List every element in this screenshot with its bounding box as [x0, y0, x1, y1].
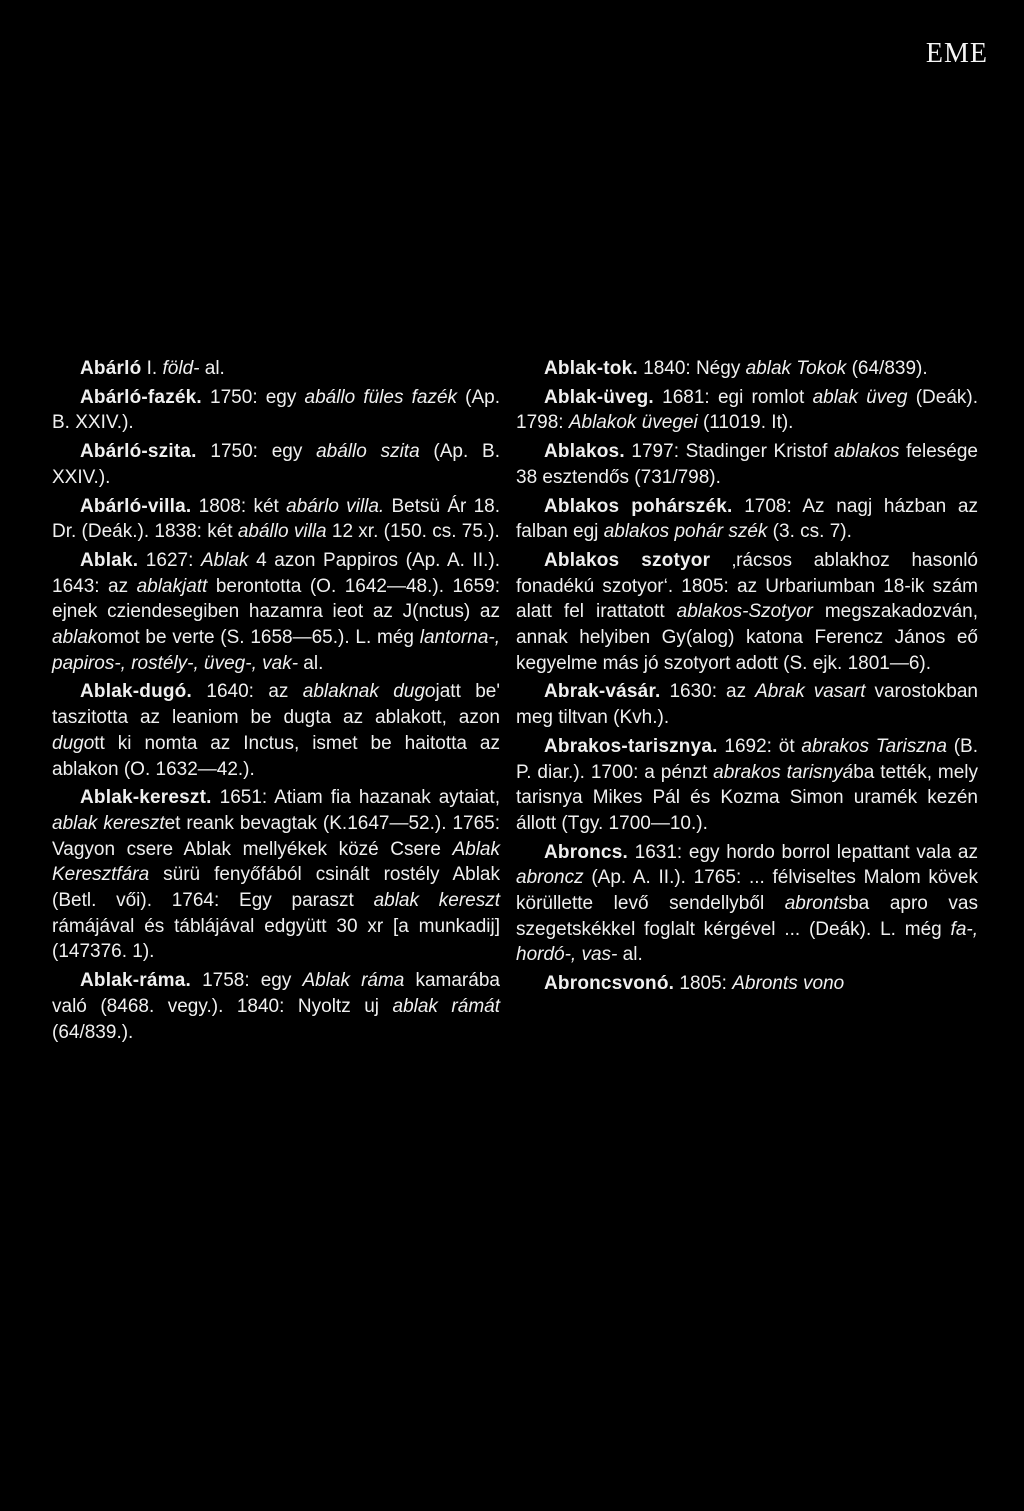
dictionary-entry-abrakos-tarisznya [516, 734, 978, 837]
entry-quote-italic: Abronts vono [732, 973, 845, 995]
entry-quote-italic: ablaknak dugo [302, 681, 436, 703]
entry-text: varostokban meg tiltvan (Kvh.). [516, 681, 978, 729]
dictionary-entry-ablak-dugo [52, 679, 500, 782]
entry-quote-italic: fa-, hordó-, vas- [516, 918, 978, 966]
entry-headword: Ablakos. [544, 441, 625, 463]
entry-text: 1750: egy [196, 441, 317, 463]
entry-text: (B. P. diar.). 1700: a pénzt [516, 735, 979, 783]
entry-quote-italic: ablak kereszt [52, 812, 165, 834]
entry-text: (Ap. A. II.). 1765: ... félviseltes Malom kövek körüllette levő sendellyből [516, 867, 978, 915]
entry-headword: Ablak-dugó. [80, 681, 192, 703]
entry-text: I. [141, 358, 163, 379]
entry-text: (Deák). 1798: [516, 386, 978, 434]
entry-quote-italic: abállo villa [237, 521, 327, 543]
entry-quote-italic: ablakjatt [136, 575, 208, 597]
right-column [516, 356, 978, 1000]
entry-text: berontotta (O. 1642—48.). 1659: ejnek cziendesegiben hazamra ieot az J(nctus) az [52, 575, 501, 623]
entry-headword: Ablakos pohárszék. [544, 495, 733, 517]
entry-quote-italic: abroncz [516, 867, 584, 889]
entry-text: jatt be' taszitotta az leaniom be dugta az ablakott, azon [52, 681, 500, 729]
dictionary-entry-ablakos [516, 439, 978, 490]
dictionary-entry-ablakos-szotyor [516, 548, 978, 677]
entry-quote-italic: ablak rámát [392, 995, 500, 1017]
entry-text: 12 xr. (150. cs. 75.). [326, 521, 500, 543]
entry-text: (3. cs. 7). [767, 521, 852, 543]
entry-text: ba apro vas szegetskékkel foglalt kérgével ... (Deák). L. még [516, 893, 978, 940]
entry-text: 1681: egi romlot [653, 386, 813, 408]
entry-text: 1840: Négy [637, 358, 746, 379]
entry-quote-italic: Ablak [200, 549, 249, 571]
dictionary-entry-abarlo-villa [52, 494, 500, 545]
entry-quote-italic: ablak kereszt [373, 890, 500, 912]
entry-quote-italic: Abrak vasart [755, 681, 866, 703]
entry-quote-italic: lantorna-, papiros-, rostély-, üveg-, vak- [52, 627, 500, 674]
entry-text: ‚rácsos ablakhoz hasonló fonadékú szotyor‘. 1805: az Urbariumban 18-ik szám alatt fel irattatott [516, 549, 978, 623]
dictionary-entry-abroncs [516, 840, 978, 969]
entry-text: 1651: Atiam fia hazanak aytaiat, [211, 787, 500, 809]
entry-headword: Abrakos-tarisznya. [544, 735, 718, 757]
entry-headword: Ablak-üveg. [544, 386, 654, 408]
entry-text: (Ap. B. XXIV.). [52, 386, 500, 434]
entry-text: 1808: két [191, 495, 287, 517]
entry-headword: Abárló-szita. [80, 441, 197, 463]
entry-quote-italic: ablak Tokok [745, 358, 847, 379]
dictionary-entry-abrak-vasar [516, 679, 978, 730]
dictionary-entry-ablak-kereszt [52, 785, 500, 965]
entry-text: 4 azon Pappiros (Ap. A. II.). 1643: az [52, 549, 500, 597]
entry-text: et reank bevagtak (K.1647—52.). 1765: Vagyon csere Ablak mellyékek közé Csere [52, 812, 500, 860]
entry-quote-italic: abrakos tarisnyá [713, 761, 854, 783]
entry-text: al. [298, 652, 324, 674]
left-column [52, 356, 500, 1048]
entry-text: 1627: [138, 549, 201, 571]
dictionary-entry-abroncsvono [516, 971, 978, 997]
entry-text: (11019. It). [697, 412, 794, 434]
entry-text: al. [617, 944, 643, 966]
entry-quote-italic: ablakos [834, 441, 900, 463]
entry-quote-italic: ablakos-Szotyor [676, 601, 813, 623]
entry-headword: Ablak-tok. [544, 358, 638, 379]
entry-text: 1692: öt [717, 735, 802, 757]
dictionary-entry-ablak-rama [52, 968, 500, 1045]
entry-text: megszakadozván, annak helyiben Gy(alog) katona Ferencz János eő kegyelme más jó szotyort adott (S. ejk. 1801—6). [516, 601, 978, 674]
entry-headword: Abroncs. [544, 841, 628, 863]
entry-text: 1758: egy [190, 970, 303, 992]
entry-quote-italic: abrakos Tarisznа [801, 735, 947, 757]
entry-text: 1708: Az nagj házban az falban egj [516, 495, 978, 543]
entry-quote-italic: Ablakok üvegei [568, 412, 698, 434]
eme-logo: EME [925, 38, 988, 69]
entry-text: 1797: Stadinger Kristof [624, 441, 835, 463]
entry-text: felesége 38 esztendős (731/798). [516, 441, 978, 488]
entry-text: al. [199, 358, 225, 379]
entry-text: sürü fenyőfából csinált rostély Ablak (Betl. vői). 1764: Egy paraszt [52, 864, 500, 912]
entry-quote-italic: ablak [52, 627, 98, 649]
entry-headword: Abroncsvonó. [544, 973, 675, 995]
entry-quote-italic: ablakos pohár szék [603, 521, 768, 543]
dictionary-entry-ablak-tok [516, 356, 978, 382]
entry-text: 1631: egy hordo borrol lepattant vala az [627, 841, 978, 863]
entry-headword: Ablak-kereszt. [80, 787, 212, 809]
entry-text: 1640: az [191, 681, 303, 703]
entry-headword: Abárló-fazék. [80, 386, 202, 408]
dictionary-entry-ablak-uveg [516, 385, 978, 436]
entry-quote-italic: abárlo villa. [286, 495, 385, 517]
entry-text: Betsü Ár 18. Dr. (Deák.). 1838: két [52, 495, 501, 543]
entry-quote-italic: ablak üveg [812, 386, 908, 408]
dictionary-entry-abarlo-fazek [52, 385, 500, 436]
entry-text: omot be verte (S. 1658—65.). L. még [97, 627, 420, 649]
entry-text: kamarába való (8468. vegy.). 1840: Nyoltz uj [52, 970, 500, 1017]
entry-text: tt ki nomta az Inctus, ismet be haitotta az ablakon (O. 1632—42.). [52, 732, 500, 780]
entry-quote-italic: Ablak ráma [302, 970, 405, 992]
entry-text: ba tették, mely tarisnya Mikes Pál és Kozma Simon uramék kezén állott (Tgy. 1700—10.). [516, 761, 978, 834]
entry-headword: Ablak-ráma. [80, 970, 191, 992]
entry-headword: Ablakos szotyor [544, 549, 711, 571]
entry-text: rámájával és táblájával edgyütt 30 xr [a munkadij] (147376. 1). [52, 915, 500, 963]
entry-text: (64/839.). [52, 1021, 134, 1043]
dictionary-entry-ablakos-poharszek [516, 494, 978, 545]
entry-headword: Abárló-villa. [80, 495, 192, 517]
entry-quote-italic: abronts [784, 893, 849, 915]
entry-headword: Abárló [80, 358, 142, 379]
entry-quote-italic: dugo [52, 732, 95, 754]
dictionary-entry-abarlo [52, 356, 500, 382]
entry-text: 1805: [674, 973, 733, 995]
dictionary-entry-abarlo-szita [52, 439, 500, 490]
entry-headword: Abrak-vásár. [544, 681, 661, 703]
entry-quote-italic: Ablak Keresztfára [52, 838, 500, 886]
entry-text: 1750: egy [201, 386, 305, 408]
entry-text: (64/839). [846, 358, 928, 379]
entry-quote-italic: abállo szita [316, 441, 420, 463]
entry-quote-italic: abállo füles fazék [304, 386, 458, 408]
dictionary-entry-ablak [52, 548, 500, 677]
entry-headword: Ablak. [80, 549, 139, 571]
entry-quote-italic: föld- [162, 358, 200, 379]
entry-text: (Ap. B. XXIV.). [52, 441, 500, 488]
entry-text: 1630: az [660, 681, 756, 703]
